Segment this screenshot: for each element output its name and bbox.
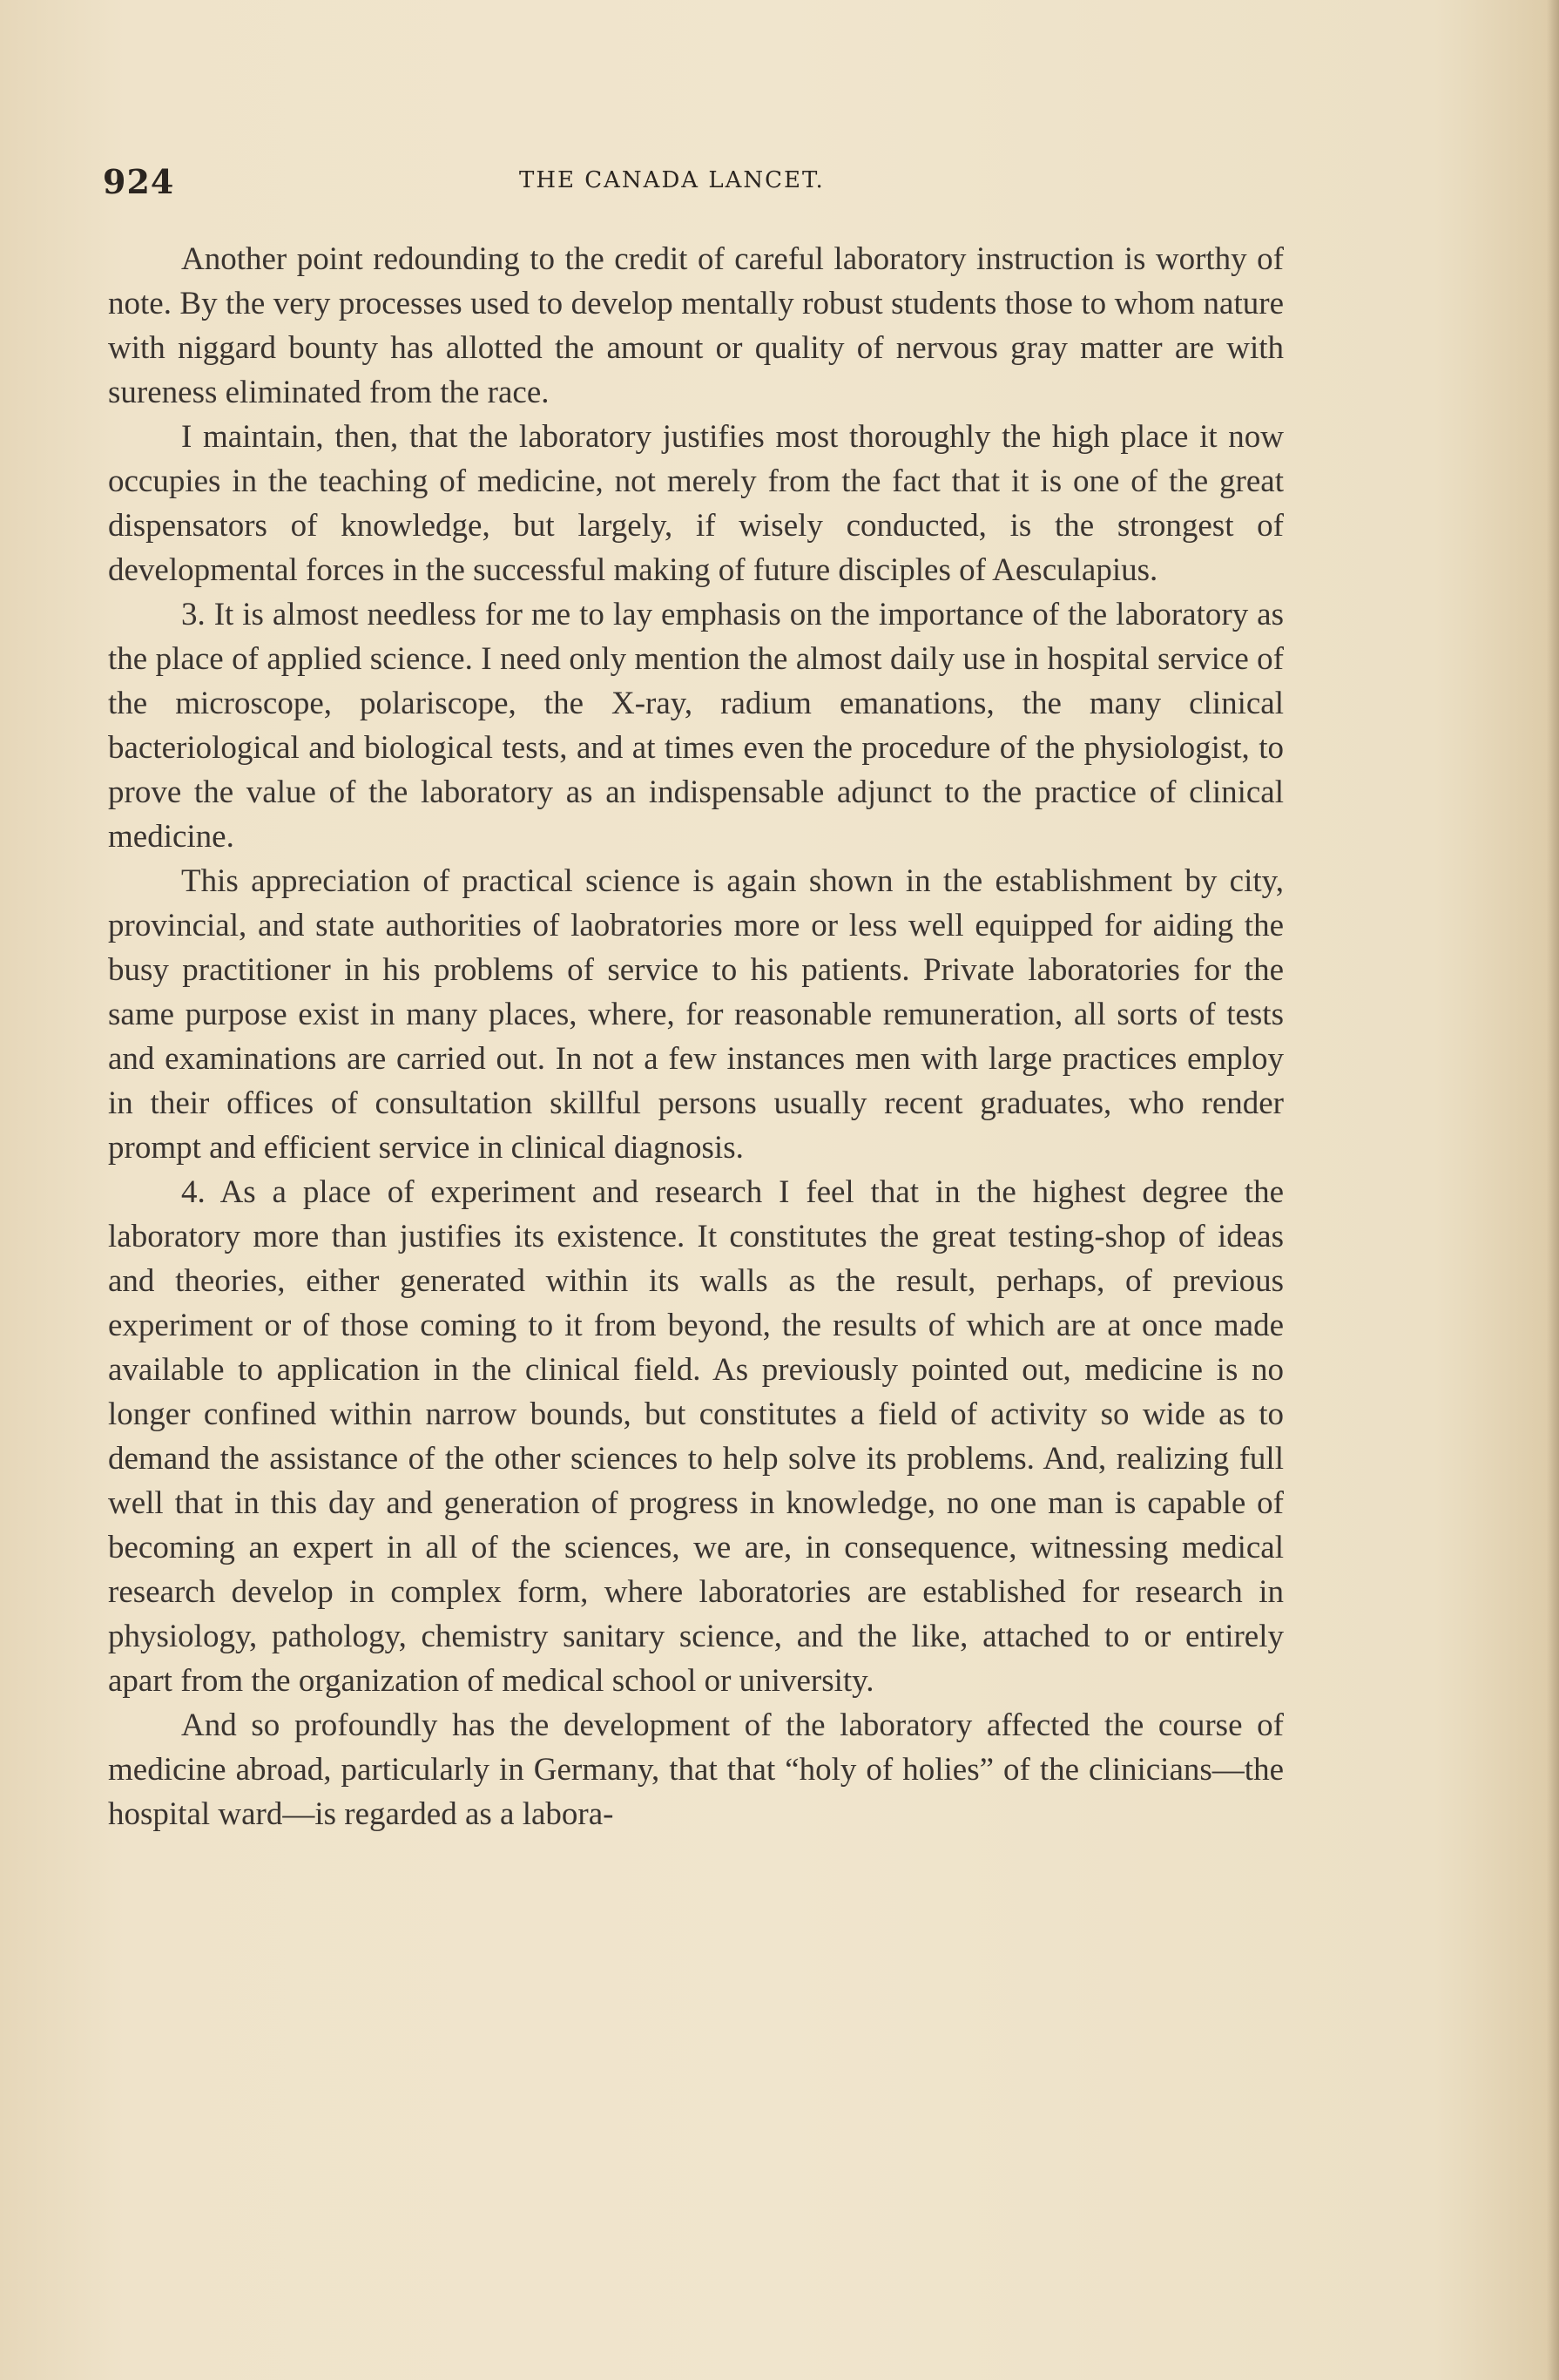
page-number: 924 (103, 162, 175, 201)
paragraph: Another point redounding to the credit of careful laboratory instruction is worthy of note. By the very processes used to develop mentally robust students those to whom nature with niggard bounty has allotted the amount or quality of nervous gray matter are with sureness eliminated from the race. (108, 241, 1284, 410)
paragraph: 3. It is almost needless for me to lay emphasis on the importance of the laboratory as the place of applied science. I need only mention the almost daily use in hospital service of the microscope, polariscope, the X-ray, radium emanations, the many clinical bacteriological and biological tests, and at times even the procedure of the physiologist, to prove the value of the laboratory as an indispensable adjunct to the practice of clinical medicine. (108, 597, 1284, 855)
paragraph: 4. As a place of experiment and research I feel that in the highest degree the laboratory more than justifies its existence. It constitutes the great testing-shop of ideas and theories, either generated within its walls as the result, perhaps, of previous experiment or of those coming to it from beyond, the results of which are at once made available to application in the clinical field. As previously pointed out, medicine is no longer confined within narrow bounds, but constitutes a field of activity so wide as to demand the assistance of the other sciences to help solve its problems. And, realizing full well that in this day and generation of progress in knowledge, no one man is capable of becoming an expert in all of the sciences, we are, in consequence, witnessing medical research develop in complex form, where laboratories are established for research in physiology, pathology, chemistry sanitary science, and the like, attached to or entirely apart from the organization of medical school or university. (108, 1174, 1284, 1699)
page-header (103, 162, 1287, 206)
paragraph: This appreciation of practical science is again shown in the establishment by city, provincial, and state authorities of laobratories more or less well equipped for aiding the busy practitioner in his problems of service to his patients. Private laboratories for the same purpose exist in many places, where, for reasonable remuneration, all sorts of tests and examinations are carried out. In not a few instances men with large practices employ in their offices of consultation skillful persons usually recent graduates, who render prompt and efficient service in clinical diagnosis. (108, 863, 1284, 1166)
paragraph: I maintain, then, that the laboratory justifies most thoroughly the high place it now occupies in the teaching of medicine, not merely from the fact that it is one of the great dispensators of knowledge, but largely, if wisely conducted, is the strongest of developmental forces in the successful making of future disciples of Aesculapius. (108, 419, 1284, 588)
running-title: THE CANADA LANCET. (519, 167, 825, 193)
body-text (108, 237, 1284, 1836)
paragraph: And so profoundly has the development of the laboratory affected the course of medicine abroad, particularly in Germany, that that “holy of holies” of the clinicians—the hospital ward—is regarded as a labora- (108, 1707, 1284, 1832)
page-edge-shadow (1547, 0, 1559, 2380)
